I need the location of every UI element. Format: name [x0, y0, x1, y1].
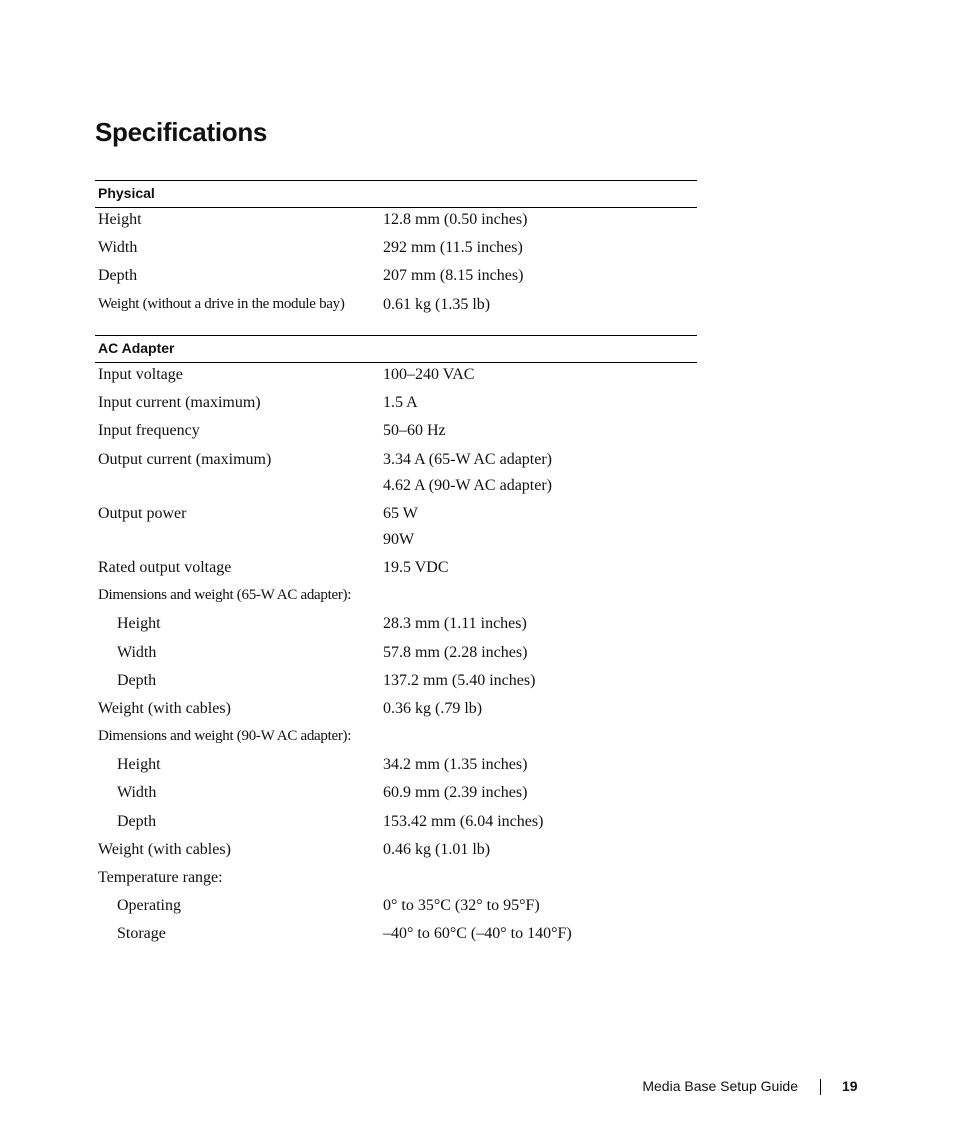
spec-row-output-power [95, 502, 697, 528]
spec-label: Height [98, 211, 142, 228]
spec-row-weight [95, 293, 697, 321]
spec-row-65w-depth [95, 669, 697, 697]
spec-row-90w-height [95, 753, 697, 781]
spec-label: Height [117, 615, 161, 633]
spec-value: 60.9 mm (2.39 inches) [383, 784, 528, 802]
section-header-ac-adapter: AC Adapter [95, 335, 697, 363]
spec-row-input-current [95, 391, 697, 419]
spec-value: 0° to 35°C (32° to 95°F) [383, 897, 540, 915]
spec-value: 28.3 mm (1.11 inches) [383, 615, 527, 633]
footer-guide-title: Media Base Setup Guide [642, 1078, 798, 1094]
spec-value: –40° to 60°C (–40° to 140°F) [383, 925, 572, 943]
spec-label: Weight (with cables) [98, 840, 231, 858]
spec-row-input-voltage [95, 363, 697, 391]
spec-label: Storage [117, 925, 166, 943]
spec-label: Operating [117, 897, 181, 915]
spec-label: Depth [117, 812, 157, 830]
spec-value: 0.36 kg (.79 lb) [383, 699, 483, 717]
spec-row-temp-operating [95, 894, 697, 922]
spec-label: Dimensions and weight (90-W AC adapter): [98, 728, 352, 745]
spec-row-temp-storage [95, 922, 697, 950]
spec-label: Width [117, 643, 157, 661]
spec-label: Weight (without a drive in the module bay) [98, 295, 345, 312]
spec-row-width [95, 236, 697, 264]
spec-row-65w-weight [95, 697, 697, 725]
spec-label: Width [98, 239, 138, 257]
spec-label: Width [117, 784, 157, 802]
footer-page-number: 19 [842, 1078, 858, 1094]
section-header-physical: Physical [95, 180, 697, 208]
spec-row-output-current-90w [95, 474, 697, 502]
spec-value: 90W [383, 530, 415, 548]
spec-row-rated-output-voltage [95, 556, 697, 584]
spec-value: 3.34 A (65-W AC adapter) [383, 450, 553, 468]
spec-label: Output current (maximum) [98, 450, 272, 468]
spec-row-90w-depth [95, 810, 697, 838]
spec-row-90w-width [95, 781, 697, 809]
spec-value: 19.5 VDC [383, 558, 449, 576]
page-title: Specifications [95, 117, 268, 147]
spec-row-65w-width [95, 641, 697, 669]
page-footer [0, 1076, 954, 1100]
spec-label: Input voltage [98, 366, 183, 383]
spec-label: Rated output voltage [98, 558, 232, 576]
spec-value: 12.8 mm (0.50 inches) [383, 211, 528, 228]
spec-label: Height [117, 756, 161, 774]
spec-label: Depth [98, 267, 138, 285]
spec-row-output-power-90w [95, 528, 697, 556]
spec-value: 292 mm (11.5 inches) [383, 239, 523, 257]
spec-value: 207 mm (8.15 inches) [383, 267, 524, 285]
spec-value: 0.61 kg (1.35 lb) [383, 295, 491, 313]
spec-label: Dimensions and weight (65-W AC adapter): [98, 587, 352, 604]
spec-label: Temperature range: [98, 869, 223, 886]
spec-row-90w-weight [95, 838, 697, 866]
spec-label: Input frequency [98, 422, 200, 440]
spec-value: 153.42 mm (6.04 inches) [383, 812, 544, 830]
spec-value: 4.62 A (90-W AC adapter) [383, 476, 553, 494]
spec-value: 100–240 VAC [383, 366, 475, 383]
spec-label: Weight (with cables) [98, 699, 231, 717]
spec-label: Output power [98, 504, 187, 522]
spec-value: 1.5 A [383, 394, 418, 412]
spec-row-depth [95, 264, 697, 292]
spec-value: 57.8 mm (2.28 inches) [383, 643, 528, 661]
spec-value: 137.2 mm (5.40 inches) [383, 671, 536, 689]
spec-row-65w-height [95, 612, 697, 640]
ac-adapter-specs-table [95, 335, 697, 951]
spec-row-output-current [95, 448, 697, 474]
spec-value: 34.2 mm (1.35 inches) [383, 756, 528, 774]
spec-row-dims-90w-header [95, 725, 697, 753]
spec-row-input-frequency [95, 419, 697, 447]
spec-value: 0.46 kg (1.01 lb) [383, 840, 491, 858]
spec-value: 65 W [383, 504, 418, 522]
spec-row-height [95, 208, 697, 236]
spec-value: 50–60 Hz [383, 422, 446, 440]
spec-label: Input current (maximum) [98, 394, 261, 412]
spec-row-temperature-header [95, 866, 697, 894]
spec-label: Depth [117, 671, 157, 689]
spec-row-dims-65w-header [95, 584, 697, 612]
physical-specs-table [95, 180, 697, 321]
footer-separator [820, 1079, 821, 1095]
